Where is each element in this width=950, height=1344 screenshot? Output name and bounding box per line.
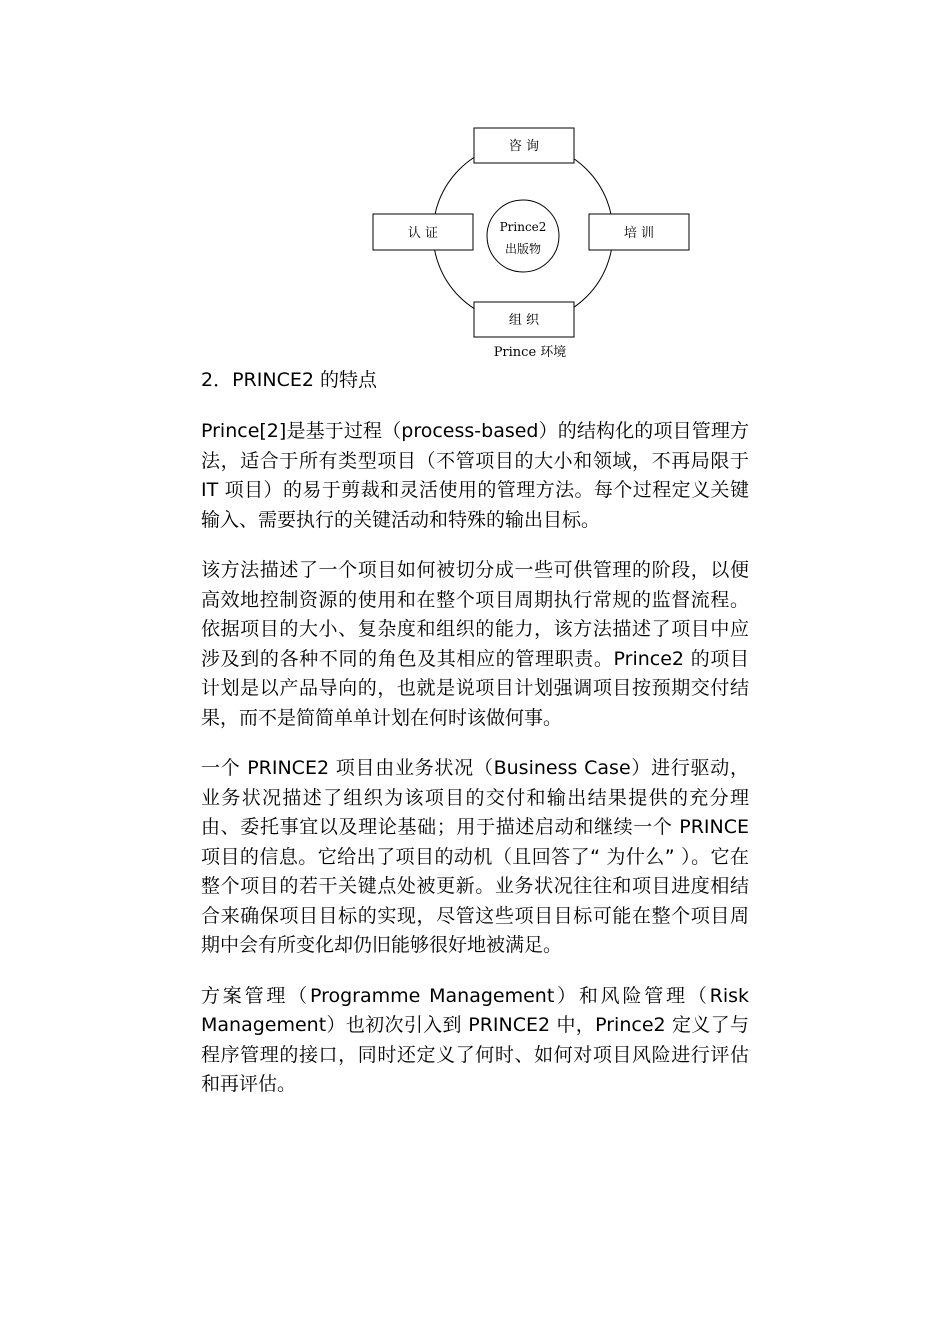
paragraph-programme-risk: 方案管理（Programme Management）和风险管理（Risk Management）也初次引入到 PRINCE2 中，Prince2 定义了与程序管理的接口，同时还定义了何时、如何对项目风险进行评估和再评估。 bbox=[201, 984, 749, 1095]
box-certification-label: 认 证 bbox=[407, 226, 439, 241]
prince-environment-diagram bbox=[370, 125, 692, 365]
center-label-line2: 出版物 bbox=[504, 242, 542, 256]
diagram-caption: Prince 环境 bbox=[493, 345, 567, 360]
section-content bbox=[201, 366, 749, 1121]
section-heading: 2．PRINCE2 的特点 bbox=[201, 369, 377, 391]
box-consulting-label: 咨 询 bbox=[508, 139, 540, 154]
paragraph-process-based: Prince[2]是基于过程（process-based）的结构化的项目管理方法，适合于所有类型项目（不管项目的大小和领域，不再局限于 IT 项目）的易于剪裁和灵活使用的管理方法。每个过程定义关键输入、需要执行的关键活动和特殊的输出目标。 bbox=[201, 420, 749, 531]
box-training-label: 培 训 bbox=[623, 226, 655, 241]
center-publications-circle bbox=[487, 200, 559, 272]
paragraph-business-case: 一个 PRINCE2 项目由业务状况（Business Case）进行驱动，业务状况描述了组织为该项目的交付和输出结果提供的充分理由、委托事宜以及理论基础；用于描述启动和继续一个 PRINCE 项目的信息。它给出了项目的动机（且回答了“ 为什么” ）。它在整个项目的若干关键点处被更新。业务状况往往和项目进度相结合来确保项目目标的实现，尽管这些项目目标可能在整个项目周期中会有所变化却仍旧能够很好地被满足。 bbox=[201, 757, 749, 956]
box-organization-label: 组 织 bbox=[508, 313, 540, 328]
paragraph-stages: 该方法描述了一个项目如何被切分成一些可供管理的阶段，以便高效地控制资源的使用和在整个项目周期执行常规的监督流程。依据项目的大小、复杂度和组织的能力，该方法描述了项目中应涉及到的各种不同的角色及其相应的管理职责。Prince2 的项目计划是以产品导向的，也就是说项目计划强调项目按预期交付结果，而不是简简单单计划在何时该做何事。 bbox=[201, 559, 749, 729]
center-label-line1: Prince2 bbox=[499, 220, 547, 234]
